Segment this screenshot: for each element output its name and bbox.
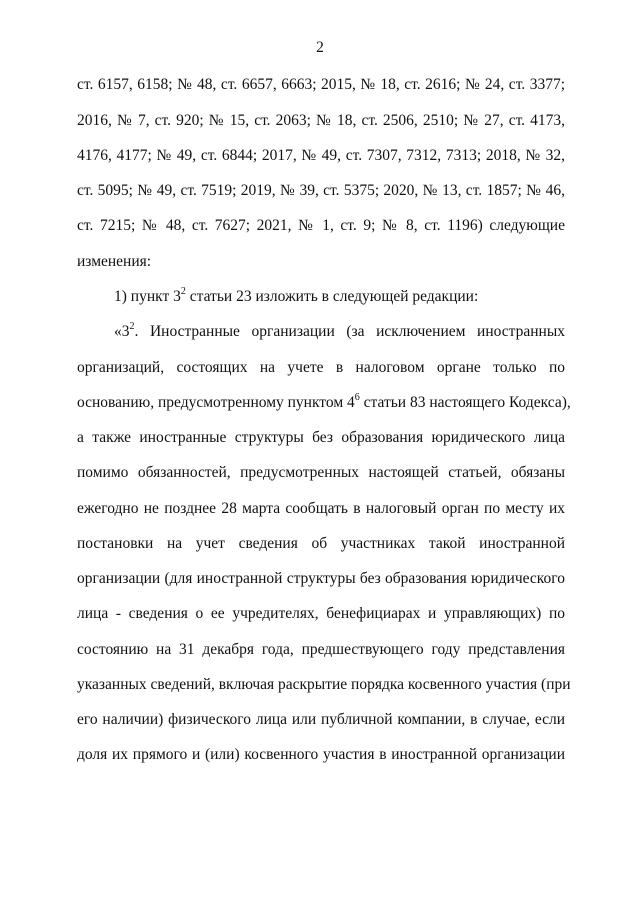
text-line: указанных сведений, включая раскрытие порядка косвенного участия (при	[77, 676, 571, 693]
page-number: 2	[316, 39, 324, 56]
text-line: доля их прямого и (или) косвенного участия в иностранной организации	[77, 746, 565, 763]
quote-open: «3	[114, 323, 130, 340]
text-line: ст. 5095; № 49, ст. 7519; 2019, № 39, ст. 5375; 2020, № 13, ст. 1857; № 46,	[77, 182, 565, 199]
text-line: ст. 6157, 6158; № 48, ст. 6657, 6663; 2015, № 18, ст. 2616; № 24, ст. 3377;	[77, 76, 565, 93]
text-line: помимо обязанностей, предусмотренных настоящей статьей, обязаны	[77, 464, 565, 481]
text-line: а также иностранные структуры без образования юридического лица	[77, 429, 565, 446]
amendment-item-1	[114, 287, 565, 307]
text-line: лица - сведения о ее учредителях, бенефициарах и управляющих) по	[77, 605, 565, 622]
item-suffix: статьи 23 изложить в следующей редакции:	[185, 288, 479, 305]
superscript: 2	[129, 320, 135, 332]
quote-line-3	[77, 391, 571, 413]
text-line: постановки на учет сведения об участниках такой иностранной	[77, 535, 565, 552]
quote-line-1	[114, 322, 565, 342]
quote-line-1-rest: . Иностранные организации (за исключением иностранных	[134, 323, 565, 340]
superscript: 2	[180, 285, 186, 297]
text-line: 4176, 4177; № 49, ст. 6844; 2017, № 49, ст. 7307, 7312, 7313; 2018, № 32,	[77, 147, 565, 164]
text-line: ежегодно не позднее 28 марта сообщать в налоговый орган по месту их	[77, 500, 565, 517]
line-suffix: статьи 83 настоящего Кодекса),	[359, 394, 571, 411]
text-line: ст. 7215; № 48, ст. 7627; 2021, № 1, ст. 9; № 8, ст. 1196) следующие	[77, 217, 565, 234]
superscript: 6	[354, 391, 360, 403]
text-line: 2016, № 7, ст. 920; № 15, ст. 2063; № 18, ст. 2506, 2510; № 27, ст. 4173,	[77, 112, 565, 129]
text-line: организации (для иностранной структуры без образования юридического	[77, 570, 565, 587]
text-line: состоянию на 31 декабря года, предшествующего году представления	[77, 641, 565, 658]
line-prefix: основанию, предусмотренному пунктом 4	[77, 394, 355, 411]
item-prefix: 1) пункт 3	[114, 288, 181, 305]
text-line: организаций, состоящих на учете в налоговом органе только по	[77, 359, 565, 376]
text-line: изменения:	[77, 253, 152, 270]
text-line: его наличии) физического лица или публичной компании, в случае, если	[77, 711, 565, 728]
